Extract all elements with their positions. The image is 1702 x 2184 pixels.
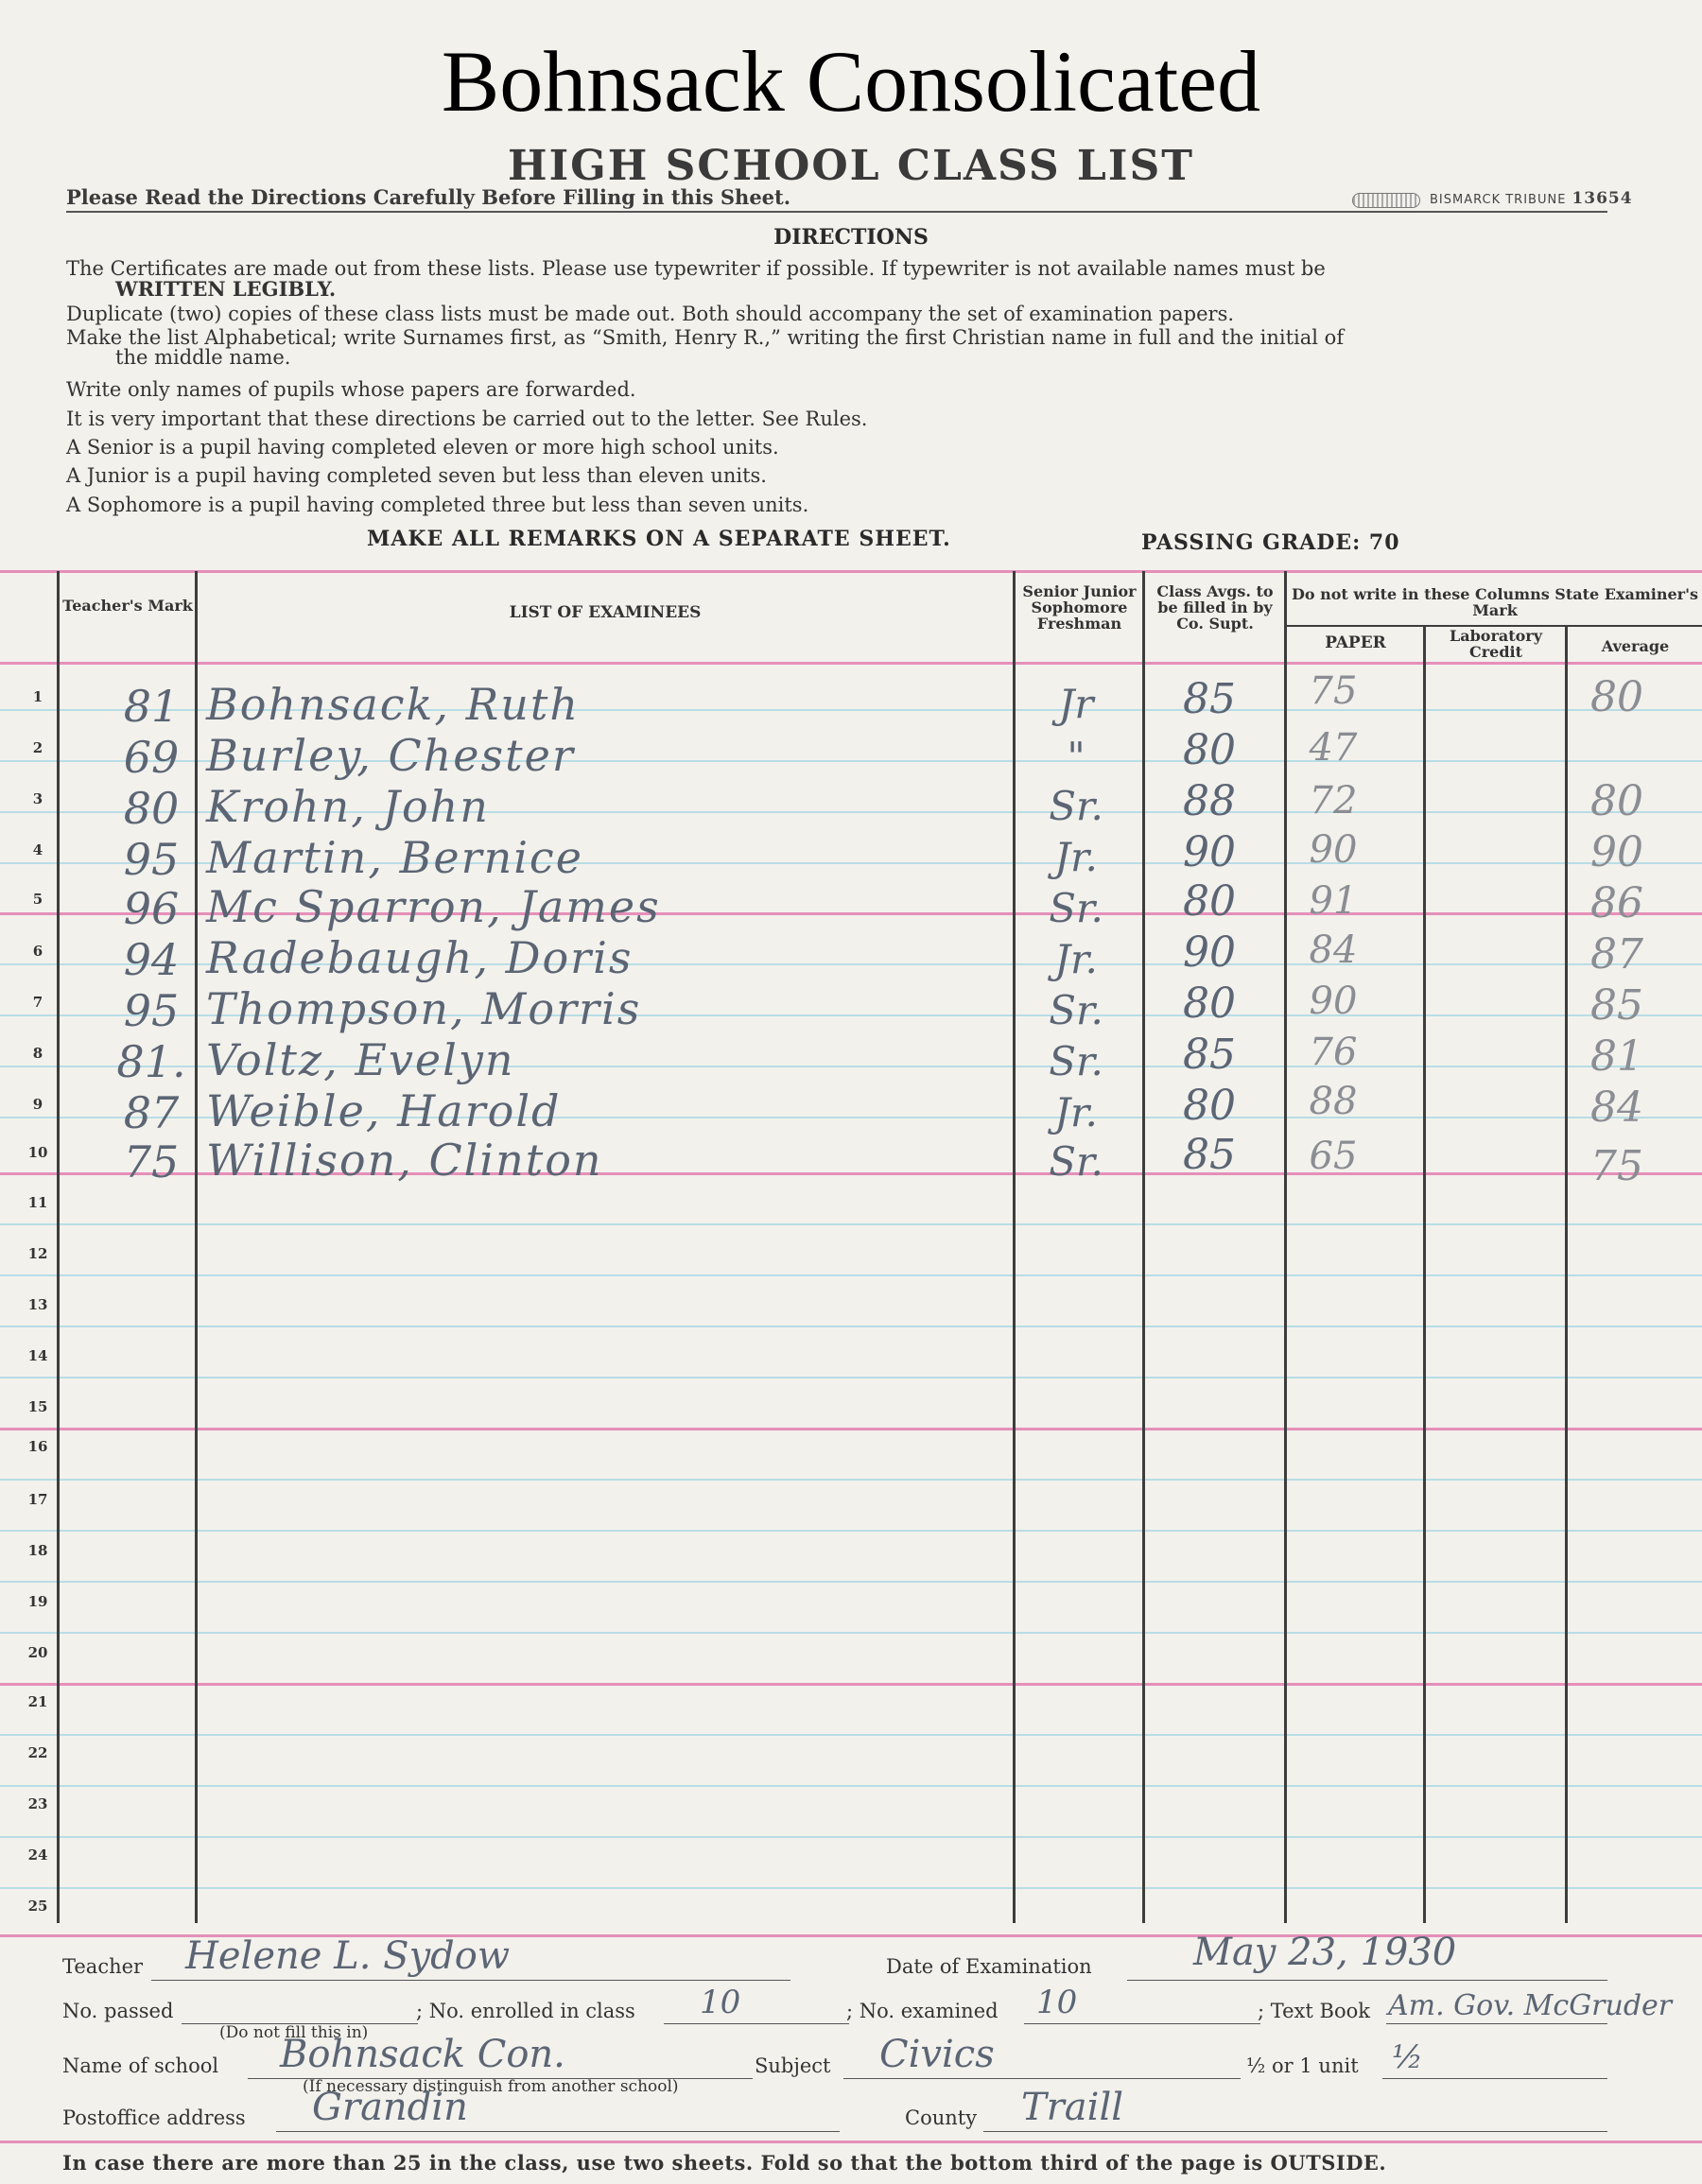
county-name: Traill [1021,2086,1124,2129]
class-level: Sr. [1049,1138,1103,1185]
teacher-name: Helene L. Sydow [185,1934,511,1978]
class-level: Sr. [1049,885,1103,931]
final-average: 80 [1590,673,1643,721]
ledger-rule [0,2141,1702,2143]
examined-label: ; No. examined [846,2000,999,2022]
direction-line: WRITTEN LEGIBLY. [115,277,337,301]
ledger-rule [0,1683,1702,1686]
final-average: 86 [1590,879,1643,927]
paper-score: 90 [1309,828,1358,872]
row-number: 11 [27,1194,48,1211]
direction-line: It is very important that these directions be carried out to the letter. See Rules. [66,407,868,430]
class-level: Jr. [1054,1089,1098,1135]
document-title: Bohnsack Consolicated [441,33,1261,130]
row-number: 14 [27,1347,48,1364]
paper-score: 90 [1309,979,1358,1023]
ledger-rule [0,1785,1702,1787]
enrolled-line [664,2023,849,2024]
class-average: 80 [1183,726,1236,774]
unit-value: ½ [1392,2038,1423,2076]
class-level: " [1067,734,1085,780]
unit-line [1382,2078,1607,2079]
header-lab-credit: Laboratory Credit [1449,627,1543,661]
ledger-rule [0,1887,1702,1889]
textbook-name: Am. Gov. McGruder [1388,1989,1673,2022]
county-label: County [905,2106,978,2129]
paper-score: 47 [1309,726,1358,770]
date-label: Date of Examination [886,1955,1092,1978]
subject-label: Subject [755,2054,831,2077]
examinee-name: Radebaugh, Doris [206,932,634,983]
header-rule [66,211,1607,213]
row-number: 20 [27,1644,48,1661]
header-paper: PAPER [1325,633,1386,652]
row-number: 2 [32,739,43,756]
school-name: Bohnsack Con. [280,2033,565,2076]
teacher-line [151,1980,790,1981]
class-average: 85 [1183,1031,1236,1079]
school-note: (If necessary distinguish from another school) [303,2077,679,2096]
row-number: 5 [32,891,43,908]
paper-score: 65 [1309,1135,1358,1178]
class-level: Sr. [1049,987,1103,1033]
exam-date: May 23, 1930 [1193,1931,1457,1974]
examinee-name: Weible, Harold [206,1085,562,1136]
examinee-name: Mc Sparron, James [206,881,661,932]
header-teacher-mark: Teacher's Mark [62,597,193,615]
teacher-mark: 69 [123,732,180,783]
row-number: 24 [27,1846,48,1863]
teacher-mark: 81. [116,1036,186,1087]
final-average: 87 [1590,930,1643,979]
ledger-rule [0,1223,1702,1225]
row-number: 10 [27,1144,48,1161]
examinee-name: Martin, Bernice [206,832,583,883]
teacher-label: Teacher [62,1955,144,1978]
examinee-name: Krohn, John [206,781,490,832]
paper-score: 75 [1309,669,1358,713]
column-divider [1013,571,1016,1923]
row-number: 22 [27,1744,48,1761]
directions-heading: DIRECTIONS [773,225,929,250]
row-number: 6 [32,943,43,960]
class-average: 85 [1183,1131,1236,1179]
final-average: 90 [1590,828,1643,876]
row-number: 15 [27,1398,48,1415]
ledger-rule [0,1377,1702,1378]
form-number: 13654 [1572,189,1633,208]
examined-count: 10 [1036,1984,1078,2021]
ledger-rule [0,1428,1702,1430]
printer-name: BISMARCK TRIBUNE [1430,193,1567,207]
teacher-mark: 75 [123,1136,180,1187]
class-average: 90 [1183,828,1236,876]
paper-score: 91 [1309,879,1358,923]
passing-grade: PASSING GRADE: 70 [1141,530,1400,555]
class-average: 80 [1183,877,1236,926]
teacher-mark: 95 [123,985,180,1036]
class-average: 85 [1183,675,1236,723]
row-number: 8 [32,1045,43,1062]
ledger-rule [0,570,1702,573]
subject-name: Civics [879,2033,995,2076]
postoffice-label: Postoffice address [62,2106,246,2129]
postoffice-address: Grandin [312,2086,468,2129]
row-number: 4 [32,841,43,858]
folding-instructions: In case there are more than 25 in the class, use two sheets. Fold so that the bottom third of the page is OUTSIDE. [62,2151,1387,2175]
row-number: 18 [27,1542,48,1559]
row-number: 9 [32,1096,43,1113]
printer-logo-icon [1352,193,1420,208]
class-average: 90 [1183,928,1236,977]
examinee-name: Bohnsack, Ruth [206,679,581,730]
class-average: 80 [1183,979,1236,1028]
final-average: 80 [1590,777,1643,825]
paper-score: 88 [1309,1080,1358,1123]
paper-score: 84 [1309,928,1358,972]
teacher-mark: 95 [123,834,180,885]
postoffice-line [276,2131,840,2132]
class-average: 80 [1183,1082,1236,1130]
direction-line: Duplicate (two) copies of these class lists must be made out. Both should accompany the set of examination papers. [66,303,1235,325]
teacher-mark: 80 [123,783,180,834]
header-class-levels: Senior Junior Sophomore Freshman [1022,582,1137,633]
textbook-label: ; Text Book [1258,2000,1370,2022]
header-class-avgs: Class Avgs. to be filled in by Co. Supt. [1156,582,1274,633]
column-divider [57,571,60,1923]
examinee-name: Willison, Clinton [206,1135,603,1186]
final-average: 85 [1590,981,1643,1030]
row-number: 16 [27,1438,48,1455]
direction-line: A Senior is a pupil having completed eleven or more high school units. [66,436,779,459]
row-number: 21 [27,1693,48,1710]
class-level: Jr. [1054,936,1098,982]
enrolled-count: 10 [700,1984,741,2021]
final-average: 75 [1590,1142,1643,1190]
row-number: 1 [32,688,43,705]
ledger-rule [0,1326,1702,1327]
row-number: 17 [27,1491,48,1508]
ledger-rule [0,1581,1702,1583]
form-title: HIGH SCHOOL CLASS LIST [508,142,1194,190]
passed-label: No. passed [62,2000,174,2022]
school-label: Name of school [62,2054,219,2077]
column-divider [1142,571,1145,1923]
date-line [1127,1980,1607,1981]
row-number: 12 [27,1245,48,1262]
paper-score: 72 [1309,779,1358,823]
ledger-rule [0,662,1702,665]
teacher-mark: 96 [123,883,180,934]
final-average: 84 [1590,1083,1643,1132]
unit-label: ½ or 1 unit [1246,2054,1359,2077]
ledger-rule [0,1274,1702,1276]
row-number: 19 [27,1593,48,1610]
instructions-note: Please Read the Directions Carefully Before Filling in this Sheet. [66,185,791,209]
ledger-rule [0,1530,1702,1532]
examined-line [1024,2023,1260,2024]
final-average: 81 [1590,1032,1643,1081]
row-number: 3 [32,790,43,807]
ledger-rule [0,1632,1702,1634]
teacher-mark: 94 [123,934,180,985]
printer-imprint [1352,189,1633,208]
column-divider [1423,625,1426,1923]
header-examinees: LIST OF EXAMINEES [509,603,702,622]
ledger-rule [0,1734,1702,1736]
direction-line: the middle name. [115,346,291,369]
class-average: 88 [1183,777,1236,825]
column-divider [1284,571,1287,1923]
class-level: Sr. [1049,783,1103,829]
direction-line: A Sophomore is a pupil having completed three but less than seven units. [66,494,809,516]
header-state-note: Do not write in these Columns State Examiner's Mark [1291,585,1698,619]
header-average: Average [1601,637,1670,655]
class-level: Jr. [1054,834,1098,880]
teacher-mark: 81 [123,681,180,732]
remarks-note: MAKE ALL REMARKS ON A SEPARATE SHEET. [367,527,951,551]
direction-line: Make the list Alphabetical; write Surnames first, as “Smith, Henry R.,” writing the first Christian name in full and the initial of [66,326,1345,349]
ledger-rule [0,1479,1702,1481]
enrolled-label: ; No. enrolled in class [416,2000,635,2022]
textbook-line [1386,2023,1607,2024]
subject-line [843,2078,1241,2079]
ledger-rule [0,1836,1702,1838]
row-number: 13 [27,1296,48,1313]
direction-line: The Certificates are made out from these lists. Please use typewriter if possible. If typewriter is not available names must be [66,257,1326,280]
row-number: 23 [27,1795,48,1812]
row-number: 25 [27,1898,48,1915]
direction-line: Write only names of pupils whose papers are forwarded. [66,378,636,401]
row-number: 7 [32,994,43,1011]
direction-line: A Junior is a pupil having completed seven but less than eleven units. [66,464,767,487]
examinee-name: Burley, Chester [206,730,575,781]
passed-note: (Do not fill this in) [219,2023,369,2042]
class-level: Sr. [1049,1038,1103,1084]
examinee-name: Voltz, Evelyn [206,1034,515,1085]
examinee-name: Thompson, Morris [206,983,642,1034]
county-line [983,2131,1607,2132]
class-level: Jr [1058,681,1094,727]
teacher-mark: 87 [123,1087,180,1138]
paper-score: 76 [1309,1031,1358,1074]
